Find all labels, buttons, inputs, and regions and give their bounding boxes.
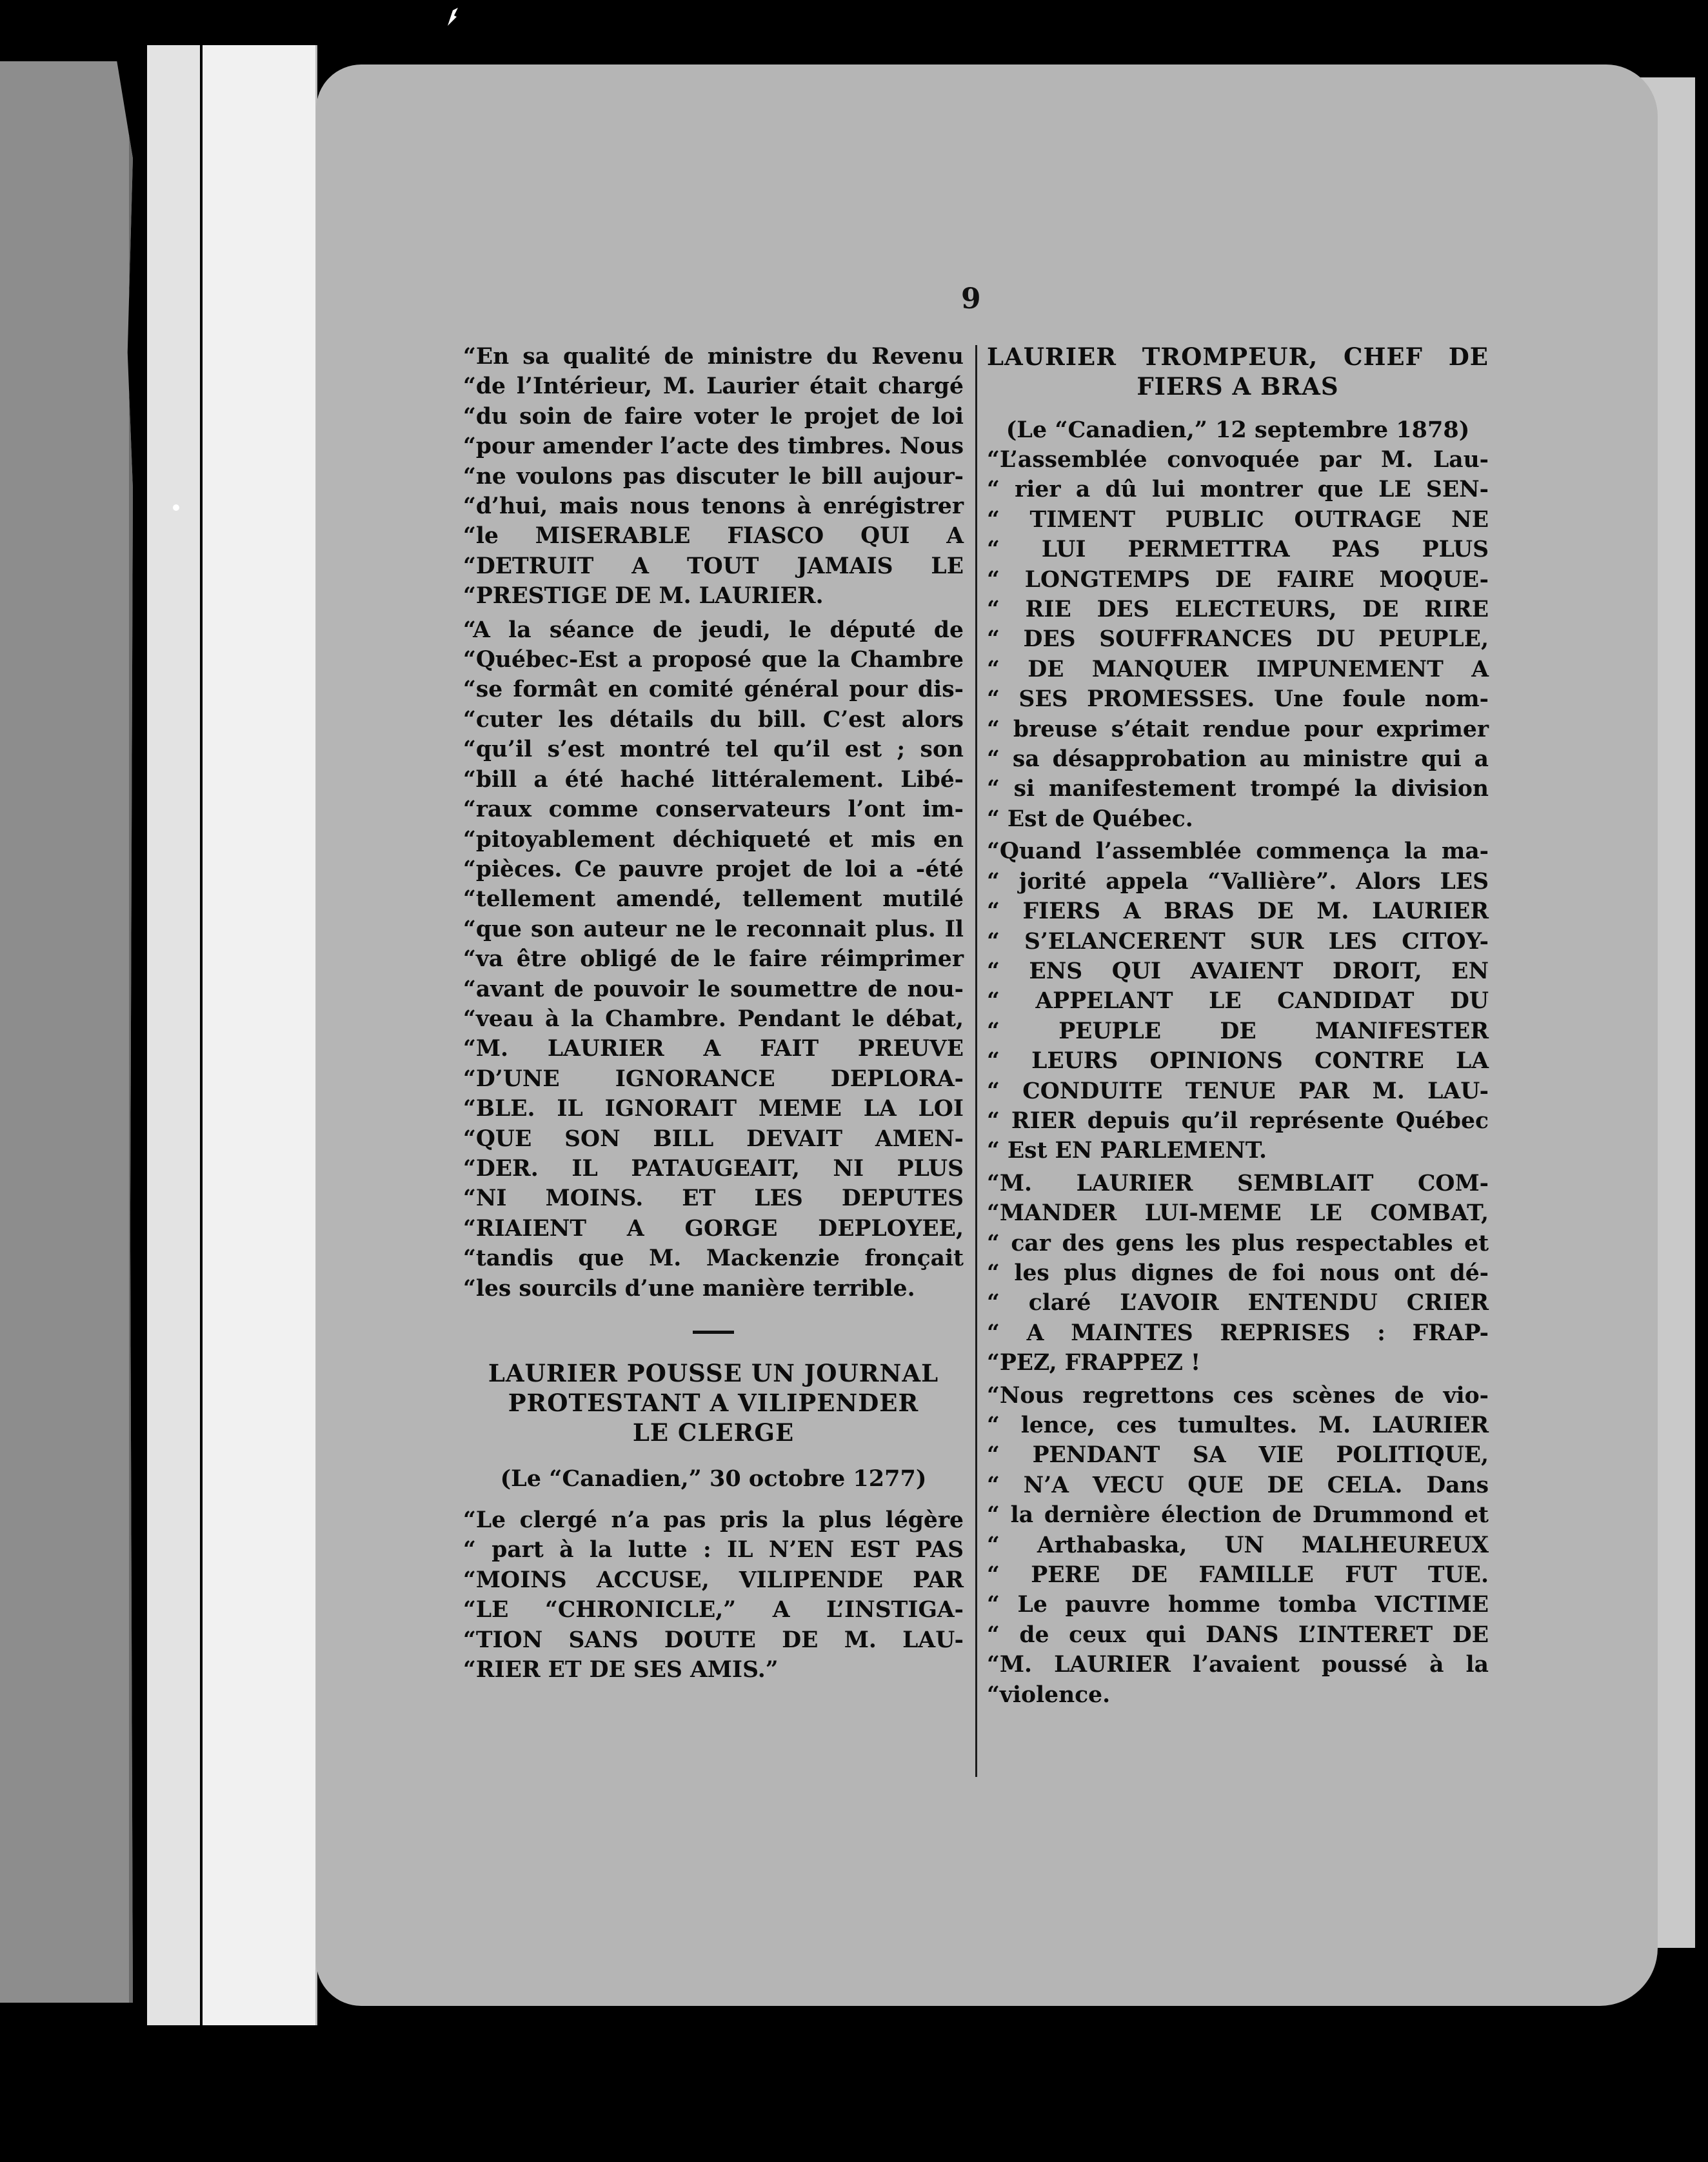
text-line: “ car des gens les plus respectables et	[987, 1230, 1489, 1256]
text-line: “ si manifestement trompé la division	[987, 776, 1489, 802]
text-line: “ part à la lutte : IL N’EN EST PAS	[463, 1537, 964, 1563]
text-line: “ claré L’AVOIR ENTENDU CRIER	[987, 1290, 1489, 1316]
text-line: “NI MOINS. ET LES DEPUTES	[463, 1185, 964, 1212]
text-line: “Nous regrettons ces scènes de vio-	[987, 1382, 1489, 1409]
text-line: “ la dernière élection de Drummond et	[987, 1502, 1489, 1529]
text-line: “ Est EN PARLEMENT.	[987, 1138, 1267, 1164]
text-line: “LE “CHRONICLE,” A L’INSTIGA-	[463, 1597, 964, 1623]
text-line: “se formât en comité général pour dis-	[463, 677, 964, 703]
scan-corner-mark	[445, 6, 461, 28]
text-line: “ FIERS A BRAS DE M. LAURIER	[987, 898, 1489, 925]
right-column	[987, 342, 1489, 1710]
text-line: “RIAIENT A GORGE DEPLOYEE,	[463, 1215, 964, 1242]
text-line: “ breuse s’était rendue pour exprimer	[987, 716, 1489, 742]
text-line: “ PERE DE FAMILLE FUT TUE.	[987, 1562, 1489, 1589]
text-line: “ SES PROMESSES. Une foule nom-	[987, 686, 1489, 713]
text-line: “ sa désapprobation au ministre qui a	[987, 746, 1489, 773]
text-line: “veau à la Chambre. Pendant le débat,	[463, 1006, 964, 1032]
text-line: “ rier a dû lui montrer que LE SEN-	[987, 477, 1489, 503]
text-line: “PEZ, FRAPPEZ !	[987, 1350, 1201, 1376]
section-rule	[693, 1331, 734, 1334]
heading-line: LE CLERGE	[632, 1418, 795, 1447]
text-line: “Québec-Est a proposé que la Chambre	[463, 647, 964, 673]
text-line: “BLE. IL IGNORAIT MEME LA LOI	[463, 1096, 964, 1122]
text-line: “PRESTIGE DE M. LAURIER.	[463, 583, 824, 610]
text-line: “MANDER LUI-MEME LE COMBAT,	[987, 1200, 1489, 1227]
right-paragraph-3	[987, 1169, 1489, 1378]
text-line: “ N’A VECU QUE DE CELA. Dans	[987, 1472, 1489, 1498]
text-line: “ PEUPLE DE MANIFESTER	[987, 1018, 1489, 1044]
text-line: “les sourcils d’une manière terrible.	[463, 1275, 915, 1302]
text-line: “ LEURS OPINIONS CONTRE LA	[987, 1048, 1489, 1075]
text-line: “ S’ELANCERENT SUR LES CITOY-	[987, 928, 1489, 955]
left-source: (Le “Canadien,” 30 octobre 1277)	[500, 1465, 927, 1492]
text-line: “M. LAURIER A FAIT PREUVE	[463, 1036, 964, 1062]
text-line: “M. LAURIER l’avaient poussé à la	[987, 1652, 1489, 1678]
text-line: “M. LAURIER SEMBLAIT COM-	[987, 1170, 1489, 1196]
binding-strip	[203, 45, 317, 2025]
text-line: “ Le pauvre homme tomba VICTIME	[987, 1592, 1489, 1618]
text-line: “va être obligé de le faire réimprimer	[463, 946, 964, 973]
text-line: “ A MAINTES REPRISES : FRAP-	[987, 1320, 1489, 1346]
text-line: “Quand l’assemblée commença la ma-	[987, 838, 1489, 865]
text-line: “cuter les détails du bill. C’est alors	[463, 706, 964, 733]
text-line: “RIER ET DE SES AMIS.”	[463, 1657, 779, 1683]
text-line: “raux comme conservateurs l’ont im-	[463, 797, 964, 823]
text-line: “tellement amendé, tellement mutilé	[463, 886, 964, 913]
text-line: “ PENDANT SA VIE POLITIQUE,	[987, 1442, 1489, 1469]
right-paragraph-4	[987, 1381, 1489, 1710]
text-line: “d’hui, mais nous tenons à enrégistrer	[463, 493, 964, 520]
text-line: “ les plus dignes de foi nous ont dé-	[987, 1260, 1489, 1286]
text-line: “TION SANS DOUTE DE M. LAU-	[463, 1627, 964, 1653]
text-line: “tandis que M. Mackenzie fronçait	[463, 1245, 964, 1272]
text-line: “du soin de faire voter le projet de loi	[463, 403, 964, 430]
text-line: “En sa qualité de ministre du Revenu	[463, 344, 964, 370]
text-line: “ RIE DES ELECTEURS, DE RIRE	[987, 597, 1489, 623]
heading-line: LAURIER TROMPEUR, CHEF DE	[987, 342, 1489, 371]
text-line: “ DE MANQUER IMPUNEMENT A	[987, 656, 1489, 682]
text-line: “A la séance de jeudi, le député de	[463, 617, 964, 643]
left-paragraph-3	[463, 1505, 964, 1685]
text-line: “ ENS QUI AVAIENT DROIT, EN	[987, 958, 1489, 984]
column-divider	[975, 345, 977, 1777]
scan-mark	[173, 504, 179, 511]
heading-line: PROTESTANT A VILIPENDER	[508, 1389, 919, 1417]
text-line: “ DES SOUFFRANCES DU PEUPLE,	[987, 626, 1489, 653]
text-line: “de l’Intérieur, M. Laurier était chargé	[463, 373, 964, 400]
text-line: “qu’il s’est montré tel qu’il est ; son	[463, 737, 964, 763]
text-line: “MOINS ACCUSE, VILIPENDE PAR	[463, 1567, 964, 1593]
page-number: 9	[961, 283, 981, 315]
left-paragraph-2	[463, 615, 964, 1304]
text-line: “ CONDUITE TENUE PAR M. LAU-	[987, 1078, 1489, 1104]
text-line: “QUE SON BILL DEVAIT AMEN-	[463, 1126, 964, 1152]
text-line: “que son auteur ne le reconnait plus. Il	[463, 916, 964, 942]
right-heading	[987, 342, 1489, 401]
text-line: “pour amender l’acte des timbres. Nous	[463, 433, 964, 460]
heading-line: FIERS A BRAS	[1137, 372, 1339, 401]
text-line: “bill a été haché littéralement. Libé-	[463, 766, 964, 793]
facing-page-edge	[0, 61, 133, 2003]
binding-gutter	[147, 45, 200, 2025]
text-line: “ lence, ces tumultes. M. LAURIER	[987, 1413, 1489, 1438]
text-line: “ APPELANT LE CANDIDAT DU	[987, 988, 1489, 1015]
text-line: “L’assemblée convoquée par M. Lau-	[987, 447, 1489, 473]
text-line: “DER. IL PATAUGEAIT, NI PLUS	[463, 1155, 964, 1182]
text-line: “le MISERABLE FIASCO QUI A	[463, 523, 964, 550]
text-line: “ TIMENT PUBLIC OUTRAGE NE	[987, 506, 1489, 533]
left-paragraph-1	[463, 342, 964, 611]
text-line: “ Est de Québec.	[987, 806, 1193, 832]
left-heading	[463, 1358, 964, 1447]
right-paragraph-2	[987, 837, 1489, 1165]
text-line: “ LUI PERMETTRA PAS PLUS	[987, 537, 1489, 563]
text-line: “D’UNE IGNORANCE DEPLORA-	[463, 1066, 964, 1092]
text-line: “ de ceux qui DANS L’INTERET DE	[987, 1622, 1489, 1648]
text-line: “ Arthabaska, UN MALHEUREUX	[987, 1532, 1489, 1558]
right-source: (Le “Canadien,” 12 septembre 1878)	[1006, 417, 1470, 443]
text-line: “pièces. Ce pauvre projet de loi a -été	[463, 856, 964, 882]
left-column	[463, 342, 964, 1685]
text-line: “Le clergé n’a pas pris la plus légère	[463, 1507, 964, 1533]
right-paragraph-1	[987, 445, 1489, 834]
text-line: “ jorité appela “Vallière”. Alors LES	[987, 868, 1489, 895]
text-line: “pitoyablement déchiqueté et mis en	[463, 826, 964, 853]
text-line: “DETRUIT A TOUT JAMAIS LE	[463, 553, 964, 579]
text-line: “violence.	[987, 1681, 1111, 1708]
heading-line: LAURIER POUSSE UN JOURNAL	[488, 1359, 939, 1387]
text-line: “ne voulons pas discuter le bill aujour-	[463, 463, 964, 490]
text-line: “avant de pouvoir le soumettre de nou-	[463, 976, 964, 1002]
text-line: “ RIER depuis qu’il représente Québec	[987, 1107, 1489, 1134]
text-line: “ LONGTEMPS DE FAIRE MOQUE-	[987, 566, 1489, 593]
